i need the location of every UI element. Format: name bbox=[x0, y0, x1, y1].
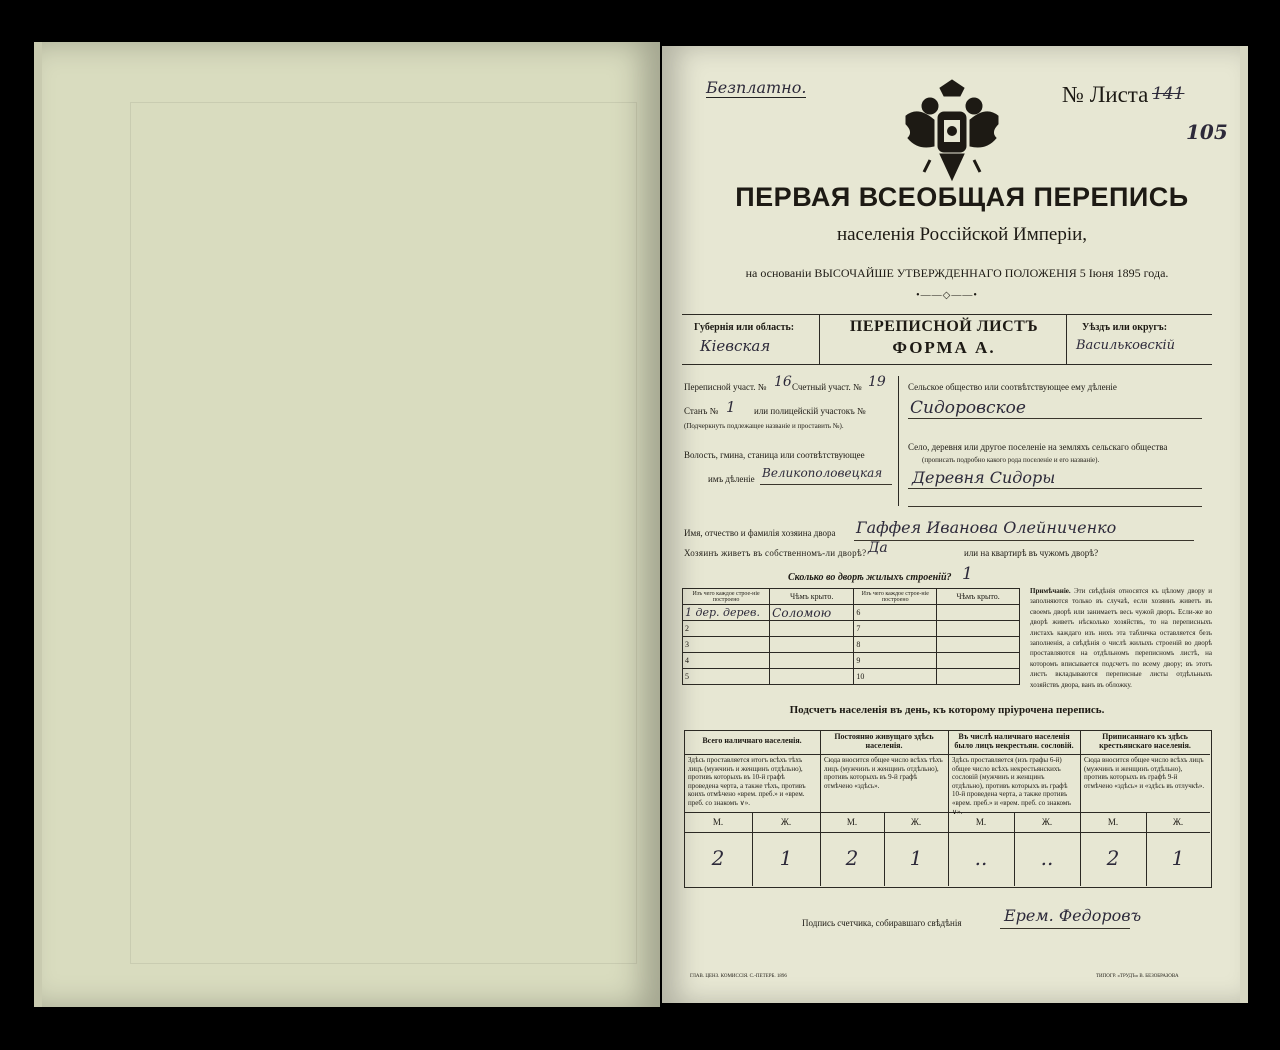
buildings-label: Сколько во дворѣ жилыхъ строеній? bbox=[788, 572, 952, 583]
count-mz-rule bbox=[684, 832, 1210, 833]
owner-name-label: Имя, отчество и фамилія хозяина двора bbox=[684, 528, 836, 538]
table-cell bbox=[937, 637, 1020, 653]
owner-name-value: Гаффея Иванова Олейниченко bbox=[856, 518, 1117, 537]
row-number: 8 bbox=[854, 637, 937, 653]
count-note-4: Сюда вносится общее число всѣхъ лицъ (мужчинъ и женщинъ отдѣльно), противъ которыхъ въ графѣ 9-й отмѣчено «здѣсь» и «здѣсь въ отлучкѣ». bbox=[1084, 756, 1205, 790]
buildings-note bbox=[1030, 586, 1212, 690]
count-section-label: Счетный участ. № bbox=[792, 382, 862, 392]
count-value-7: 2 bbox=[1106, 846, 1120, 870]
signature-label: Подпись счетчика, собиравшаго свѣдѣнія bbox=[802, 918, 962, 928]
row-number: 10 bbox=[854, 669, 937, 685]
district-label: Уѣздъ или округъ: bbox=[1082, 322, 1168, 333]
ornament-divider: •——◇——• bbox=[916, 290, 978, 301]
table-cell bbox=[770, 653, 854, 669]
census-section-label: Переписной участ. № bbox=[684, 382, 767, 392]
volost-label: Волость, гмина, станица или соотвѣтствующее bbox=[684, 450, 865, 460]
stan-value: 1 bbox=[726, 398, 736, 416]
count-header-4: Приписаннаго къ здѣсь крестьянскаго населенія. bbox=[1099, 732, 1191, 750]
signature-underline bbox=[1000, 928, 1130, 929]
buildings-col-material: Изъ чего каждое строе-ніе построено bbox=[683, 589, 770, 605]
society-label: Сельское общество или соотвѣтствующее ему дѣленіе bbox=[908, 382, 1117, 392]
count-m-3: М. bbox=[975, 817, 987, 827]
district-value: Васильковскій bbox=[1076, 338, 1176, 353]
row-number: 3 bbox=[683, 637, 770, 653]
buildings-value: 1 bbox=[962, 564, 973, 584]
count-value-6: .. bbox=[1040, 846, 1054, 870]
count-header-3: Въ числѣ наличнаго населенія было лицъ некрестьян. сословій. bbox=[954, 732, 1074, 750]
left-page-bleed-through bbox=[130, 102, 637, 964]
count-zh-2: Ж. bbox=[910, 817, 922, 827]
footer-left: ГЛАВ. ЦЕНЗ. КОМИССІЯ. С.-ПЕТЕРБ. 1896 bbox=[690, 974, 787, 979]
count-notes-rule bbox=[684, 812, 1210, 813]
sheet-number-new: 105 bbox=[1186, 120, 1228, 144]
census-section-value: 16 bbox=[774, 374, 792, 390]
owner-lives-label: Хозяинъ живетъ въ собственномъ-ли дворѣ? bbox=[684, 548, 867, 558]
underline-note: (Подчеркнуть подлежащее названіе и проставить №). bbox=[684, 422, 844, 430]
row-number: 6 bbox=[854, 605, 937, 621]
owner-name-underline bbox=[854, 540, 1194, 541]
row-number: 5 bbox=[683, 669, 770, 685]
subtitle: населенія Россійской Имперіи, bbox=[836, 224, 1088, 245]
sheet-number-crossed: 141 bbox=[1152, 84, 1185, 104]
village-note: (прописать подробно какого рода поселеніе и его названіе). bbox=[922, 456, 1100, 464]
village-underline-2 bbox=[908, 506, 1202, 507]
table-cell bbox=[937, 669, 1020, 685]
form-header-divider-left bbox=[819, 314, 820, 364]
block-divider bbox=[898, 376, 899, 506]
count-value-4: 1 bbox=[909, 846, 923, 870]
left-page bbox=[42, 42, 660, 1007]
village-underline bbox=[908, 488, 1202, 489]
count-m-1: М. bbox=[712, 817, 724, 827]
table-row bbox=[683, 669, 1020, 685]
province-label: Губернія или область: bbox=[694, 322, 795, 333]
form-header-top-rule bbox=[682, 314, 1212, 315]
note-text: Эти свѣдѣнія относятся къ цѣлому двору и заполняются только въ случаѣ, если хозяинъ живетъ въ своемъ дворѣ или занимаетъ весь чужой дворъ. Если-же во дворѣ живетъ нѣсколько хозяйствъ, то на переписныхъ листахъ каждаго изъ нихъ эта табличка оставляется безъ заполненія, а свѣдѣнія о числѣ жилыхъ строеній во дворѣ проставляются на отдѣльномъ переписномъ листѣ, на которомъ вписывается подсчетъ по всему двору; въ этотъ листъ вкладываются переписные листы отдѣльныхъ хозяйствъ двора, ванъ въ обложку. bbox=[1030, 587, 1213, 689]
apartment-label: или на квартирѣ въ чужомъ дворѣ? bbox=[964, 548, 1099, 558]
province-value: Кіевская bbox=[700, 337, 771, 355]
count-header-rule bbox=[684, 754, 1210, 755]
owner-lives-value: Да bbox=[868, 540, 888, 556]
table-row bbox=[683, 653, 1020, 669]
sheet-number-label: № Листа bbox=[1062, 82, 1149, 107]
stan-label: Станъ № bbox=[684, 406, 719, 416]
buildings-table bbox=[682, 588, 1020, 685]
table-row bbox=[683, 621, 1020, 637]
table-cell bbox=[770, 669, 854, 685]
count-m-4: М. bbox=[1107, 817, 1119, 827]
count-note-1: Здѣсь проставляется итогъ всѣхъ тѣхъ лицъ (мужчинъ и женщинъ отдѣльно), противъ которыхъ въ 10-й графѣ проведена черта, а также тѣхъ, противъ коихъ отмѣчено «врем. преб.» и «врем. преб. со знакомъ ∨». bbox=[688, 756, 806, 807]
signature-value: Ерем. Федоровъ bbox=[1004, 906, 1142, 925]
roof-value: Соломою bbox=[770, 605, 854, 621]
count-note-2: Сюда вносится общее число всѣхъ тѣхъ лицъ (мужчинъ и женщинъ отдѣльно), противъ которыхъ въ 9-й графѣ отмѣчено «здѣсь». bbox=[824, 756, 943, 790]
row-number: 7 bbox=[854, 621, 937, 637]
table-cell bbox=[770, 637, 854, 653]
count-value-8: 1 bbox=[1171, 846, 1185, 870]
table-cell bbox=[937, 605, 1020, 621]
row-number: 4 bbox=[683, 653, 770, 669]
basis-line: на основаніи ВЫСОЧАЙШЕ УТВЕРЖДЕННАГО ПОЛОЖЕНІЯ 5 Іюня 1895 года. bbox=[745, 266, 1169, 280]
village-label: Село, деревня или другое поселеніе на земляхъ сельскаго общества bbox=[908, 442, 1168, 452]
count-zh-1: Ж. bbox=[780, 817, 792, 827]
count-value-1: 2 bbox=[711, 846, 725, 870]
count-m-2: М. bbox=[846, 817, 858, 827]
buildings-col-material-2: Изъ чего каждое строе-ніе построено bbox=[854, 589, 937, 605]
count-zh-4: Ж. bbox=[1172, 817, 1184, 827]
material-value: дер. дерев. bbox=[695, 606, 760, 619]
table-row bbox=[683, 605, 1020, 621]
right-page bbox=[662, 46, 1240, 1003]
right-page-edge bbox=[1240, 46, 1248, 1003]
volost-value: Великополовецкая bbox=[762, 466, 883, 480]
count-value-3: 2 bbox=[845, 846, 859, 870]
count-zh-3: Ж. bbox=[1041, 817, 1053, 827]
buildings-col-roof: Чѣмъ крыто. bbox=[770, 589, 854, 605]
volost-label-2: имъ дѣленіе bbox=[708, 474, 755, 484]
row-number: 2 bbox=[683, 621, 770, 637]
count-header-1: Всего наличнаго населенія. bbox=[702, 736, 802, 745]
table-cell bbox=[683, 605, 770, 621]
table-row bbox=[683, 637, 1020, 653]
form-header-bottom-rule bbox=[682, 364, 1212, 365]
main-title: ПЕРВАЯ ВСЕОБЩАЯ ПЕРЕПИСЬ bbox=[735, 182, 1189, 212]
count-header-2: Постоянно живущаго здѣсь населенія. bbox=[834, 732, 934, 750]
volost-underline bbox=[760, 484, 892, 485]
police-label: или полицейскій участокъ № bbox=[754, 406, 866, 416]
form-header-divider-right bbox=[1066, 314, 1067, 364]
village-value: Деревня Сидоры bbox=[912, 468, 1056, 487]
society-underline bbox=[908, 418, 1202, 419]
row-number: 9 bbox=[854, 653, 937, 669]
table-cell bbox=[937, 621, 1020, 637]
table-cell bbox=[770, 621, 854, 637]
count-value-2: 1 bbox=[779, 846, 793, 870]
count-title: Подсчетъ населенія въ день, къ которому пріурочена перепись. bbox=[789, 704, 1105, 716]
sheet-title: ПЕРЕПИСНОЙ ЛИСТЪ bbox=[849, 318, 1039, 335]
table-cell bbox=[937, 653, 1020, 669]
buildings-col-roof-2: Чѣмъ крыто. bbox=[937, 589, 1020, 605]
count-note-3: Здѣсь проставляется (изъ графы 6-й) общее число всѣхъ некрестьянскихъ сословій (мужчинъ и женщинъ отдѣльно), противъ которыхъ въ графѣ 10-й проведена черта, а также противъ «врем. преб.» и «врем. преб. со знакомъ ∨». bbox=[952, 756, 1071, 816]
row-number: 1 bbox=[685, 606, 692, 619]
free-label: Безплатно. bbox=[706, 78, 807, 97]
note-lead: Примѣчаніе. bbox=[1030, 587, 1071, 595]
society-value: Сидоровское bbox=[910, 398, 1026, 418]
imperial-eagle-emblem bbox=[900, 76, 1004, 188]
count-value-5: .. bbox=[974, 846, 988, 870]
count-section-value: 19 bbox=[868, 374, 886, 390]
form-name: ФОРМА А. bbox=[892, 338, 996, 357]
left-page-edge bbox=[34, 42, 42, 1007]
footer-right: ТИПОГР. «ТРУДЪ» В. БЕЗОБРАЗОВА bbox=[1096, 974, 1179, 979]
